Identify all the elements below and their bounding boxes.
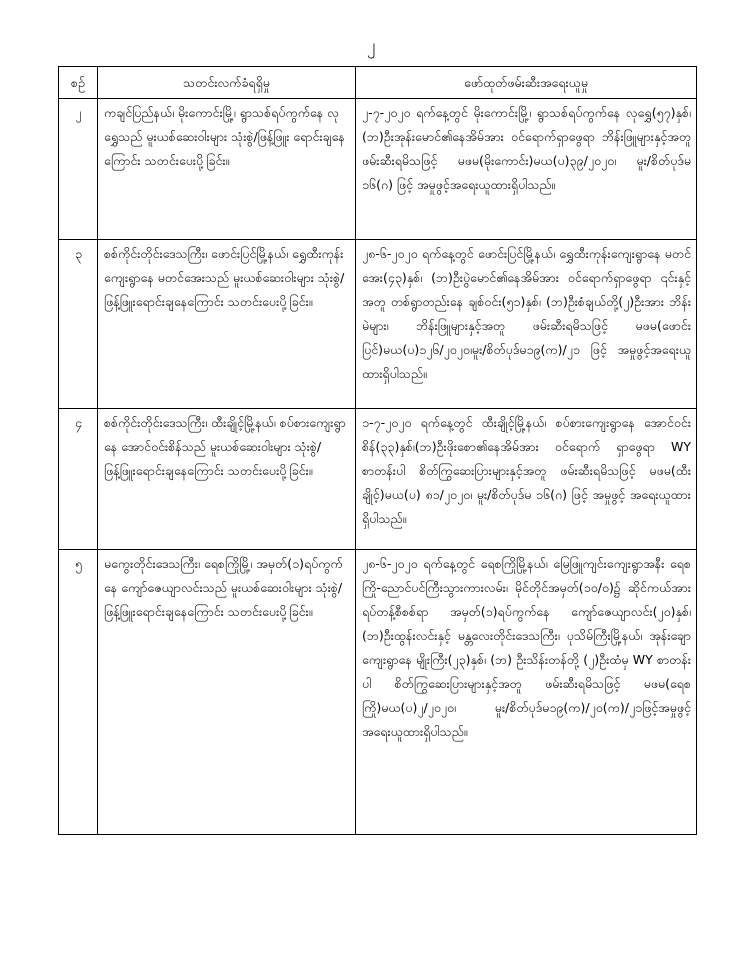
row-arrest-action: ၂-၇-၂၀၂၀ ရက်နေ့တွင် မိုးကောင်းမြို့၊ ရွာသစ်ရပ်ကွက်နေ လုရွှေ(၅၇)နှစ်၊ (ဘ)ဦးအုန်းမောင်၏နေအိမ်အား ဝင်ရောက်ရှာဖွေရာ ဘိန်းဖြူများနှင့်အတူ ဖမ်းဆီးရမိသဖြင့် မဖမ(မိုးကောင်း)မယ(ပ)၃၉/၂၀၂၀၊ မူး/စိတ်ပုဒ်မ ၁၆(ဂ) ဖြင့် အမှုဖွင့်အရေးယူထားရှိပါသည်။: [356, 99, 697, 240]
table-header-row: [59, 67, 697, 99]
row-arrest-action: ၂၈-၆-၂၀၂၀ ရက်နေ့တွင် ဖောင်းပြင်မြို့နယ်၊ ရွှေထီးကုန်းကျေးရွာနေ မတင်အေး(၄၃)နှစ်၊ (ဘ)ဦးပွဲမောင်၏နေအိမ်အား ဝင်ရောက်ရှာဖွေရာ ၎င်းနှင့်အတူ တစ်ရွာတည်းနေ ချစ်ဝင်း(၅၁)နှစ်၊ (ဘ)ဦးစံချယ်တို့(၂)ဦးအား ဘိန်းမဲများ၊ ဘိန်းဖြူများနှင့်အတူ ဖမ်းဆီးရမိသဖြင့် မဖမ(ဖောင်းပြင်)မယ(ပ)၁၂၆/၂၀၂၀၊မူး/စိတ်ပုဒ်မ၁၉(က)/၂၁ ဖြင့် အမှုဖွင့်အရေးယူထားရှိပါသည်။: [356, 240, 697, 409]
header-information-received: သတင်းလက်ခံရရှိမှု: [98, 67, 356, 99]
case-table: [58, 66, 697, 835]
row-information-received: စစ်ကိုင်းတိုင်းဒေသကြီး၊ ဖောင်းပြင်မြို့နယ်၊ ရွှေထီးကုန်းကျေးရွာနေ မတင်အေးသည် မူးယစ်ဆေးဝါးများ သုံးစွဲ/ဖြန့်ဖြူးရောင်းချနေကြောင်း သတင်းပေးပို့ခြင်း။: [98, 240, 356, 409]
row-serial-no: ၂: [59, 99, 98, 240]
row-serial-no: ၃: [59, 240, 98, 409]
table-row: [59, 409, 697, 550]
table-row: [59, 240, 697, 409]
header-arrest-action: ဖော်ထုတ်ဖမ်းဆီးအရေးယူမှု: [356, 67, 697, 99]
row-arrest-action: ၂၈-၆-၂၀၂၀ ရက်နေ့တွင် ရေစကြိုမြို့နယ်၊ မြေဖြူကျင်းကျေးရွာအနီး ရေစကြို-ညောင်ပင်ကြီးသွားကားလမ်း၊ မိုင်တိုင်အမှတ်(၁၀/၀)၌ ဆိုင်ကယ်အား ရပ်တန့်စီစစ်ရာ အမှတ်(၁)ရပ်ကွက်နေ ကျော်ဇေယျာလင်း(၂၀)နှစ်၊ (ဘ)ဦးထွန်းလင်းနှင့် မန္တလေးတိုင်းဒေသကြီး၊ ပုသိမ်ကြီးမြို့နယ်၊ အုန်းချောကျေးရွာနေ မျိုးကြီး(၂၃)နှစ်၊ (ဘ) ဦးသိန်းတန်တို့ (၂)ဦးထံမှ WY စာတန်းပါ စိတ်ကြွဆေးပြားများနှင့်အတူ ဖမ်းဆီးရမိသဖြင့် မဖမ(ရေစကြို)မယ(ပ)၂/၂၀၂၀၊ မူး/စိတ်ပုဒ်မ၁၉(က)/၂၀(က)/၂၁ဖြင့်အမှုဖွင့် အရေးယူထားရှိပါသည်။: [356, 550, 697, 835]
page-number: ၂: [366, 36, 376, 56]
row-serial-no: ၅: [59, 550, 98, 835]
row-arrest-action: ၁-၇-၂၀၂၀ ရက်နေ့တွင် ထီးချိုင့်မြို့နယ်၊ စပ်စားကျေးရွာနေ အောင်ဝင်းစိန်(၃၃)နှစ်၊(ဘ)ဦးဖိုးစော၏နေအိမ်အား ဝင်ရောက် ရှာဖွေရာ WY စာတန်းပါ စိတ်ကြွဆေးပြားများနှင့်အတူ ဖမ်းဆီးရမိသဖြင့် မဖမ(ထီးချိုင့်)မယ(ပ) ၈၁/၂၀၂၀၊ မူး/စိတ်ပုဒ်မ ၁၆(ဂ) ဖြင့် အမှုဖွင့် အရေးယူထားရှိပါသည်။: [356, 409, 697, 550]
row-information-received: ကချင်ပြည်နယ်၊ မိုးကောင်းမြို့၊ ရွာသစ်ရပ်ကွက်နေ လုရွှေသည် မူးယစ်ဆေးဝါးများ သုံးစွဲ/ဖြန့်ဖြူး ရောင်းချနေကြောင်း သတင်းပေးပို့ခြင်း။: [98, 99, 356, 240]
table-row: [59, 550, 697, 835]
row-serial-no: ၄: [59, 409, 98, 550]
header-serial-no: စဉ်: [59, 67, 98, 99]
table-row: [59, 99, 697, 240]
row-information-received: မကွေးတိုင်းဒေသကြီး၊ ရေစကြိုမြို့၊ အမှတ်(၁)ရပ်ကွက်နေ ကျော်ဇေယျာလင်းသည် မူးယစ်ဆေးဝါးများ သုံးစွဲ/ဖြန့်ဖြူးရောင်းချနေကြောင်း သတင်းပေးပို့ခြင်း။: [98, 550, 356, 835]
row-information-received: စစ်ကိုင်းတိုင်းဒေသကြီး၊ ထီးချိုင့်မြို့နယ်၊ စပ်စားကျေးရွာနေ အောင်ဝင်းစိန်သည် မူးယစ်ဆေးဝါးများ သုံးစွဲ/ဖြန့်ဖြူးရောင်းချနေကြောင်း သတင်းပေးပို့ခြင်း။: [98, 409, 356, 550]
